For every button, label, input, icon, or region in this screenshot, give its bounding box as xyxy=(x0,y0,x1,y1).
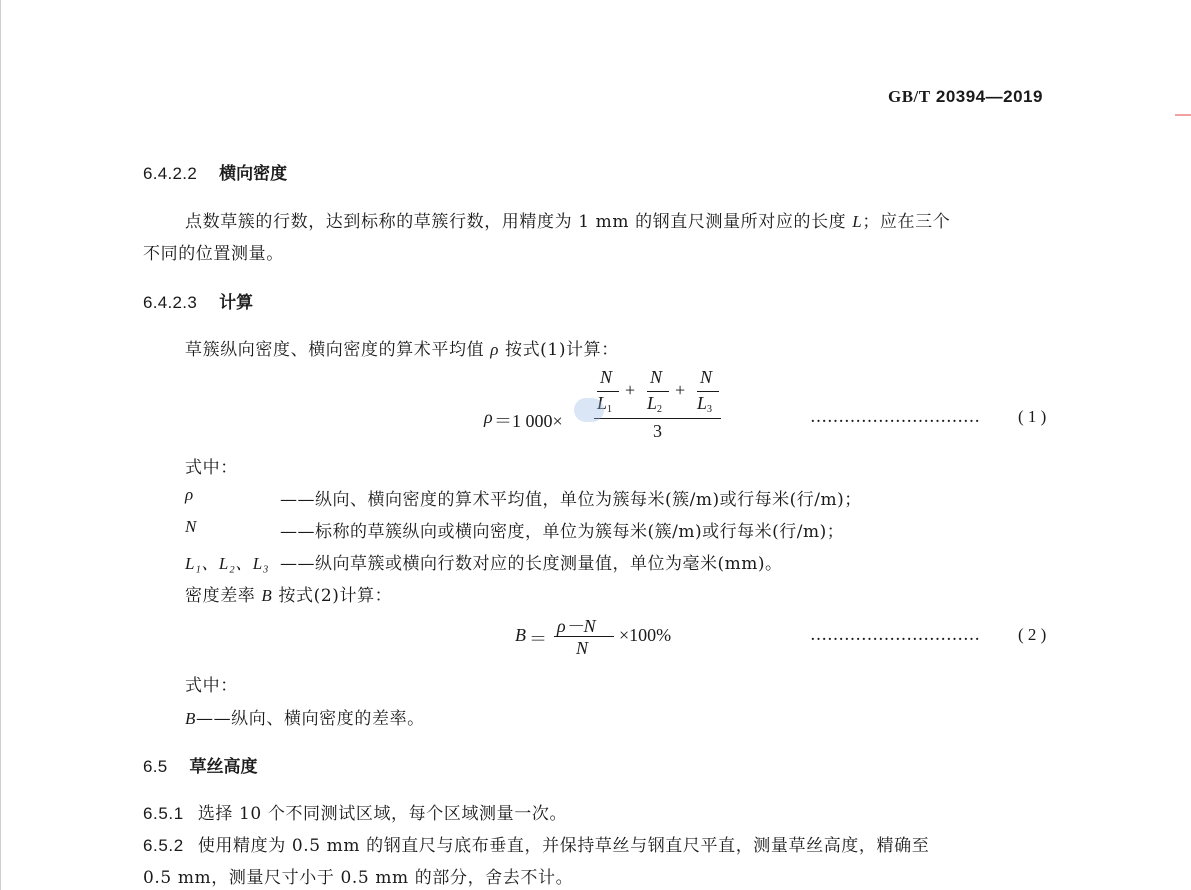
leader-dots: ………………………… xyxy=(810,625,980,645)
numerator: ρ－N xyxy=(557,616,596,636)
heading-6-4-2-2 xyxy=(143,159,287,184)
section-title: 草丝高度 xyxy=(189,757,258,776)
section-number: 6.5 xyxy=(143,757,168,776)
denominator-3: 3 xyxy=(653,421,662,441)
def-line xyxy=(185,704,425,729)
formula-coeff: ＝1 000× xyxy=(494,411,563,431)
def-description: ——标称的草簇纵向或横向密度，单位为簇每米(簇/m)或行每米(行/m)； xyxy=(280,522,845,542)
numerator-N: N xyxy=(600,367,613,387)
page-marker xyxy=(1175,114,1191,116)
clause-text: 选择 10 个不同测试区域，每个区域测量一次。 xyxy=(197,804,568,824)
denominator-L2: $L_2$ xyxy=(647,393,663,415)
plus-sign: + xyxy=(675,380,686,400)
fraction-bar xyxy=(554,636,614,637)
where-label: 式中： xyxy=(185,458,238,478)
paragraph-line: 不同的位置测量。 xyxy=(143,244,284,264)
paragraph-line: 0.5 mm，测量尺寸小于 0.5 mm 的部分，舍去不计。 xyxy=(143,868,574,888)
formula-lhs: B xyxy=(515,625,526,645)
clause-number: 6.5.2 xyxy=(143,836,184,855)
where-label: 式中： xyxy=(185,676,238,696)
text-run: 按式(1)计算： xyxy=(498,340,619,360)
text-run: 草簇纵向密度、横向密度的算术平均值 xyxy=(185,340,491,360)
doc-id-prefix: GB/T xyxy=(888,87,931,106)
variable-rho: ρ xyxy=(490,340,499,359)
denominator-L3: $L_3$ xyxy=(697,393,713,415)
def-symbol: N xyxy=(185,517,197,536)
section-number: 6.4.2.3 xyxy=(143,293,198,312)
numerator-N: N xyxy=(700,367,713,387)
def-description: ——纵向草簇或横向行数对应的长度测量值，单位为毫米(mm)。 xyxy=(280,554,783,574)
numerator-N: N xyxy=(650,367,663,387)
fraction-bar xyxy=(647,391,669,392)
text-run: 密度差率 xyxy=(185,586,262,606)
def-description: ——纵向、横向密度的算术平均值，单位为簇每米(簇/m)或行每米(行/m)； xyxy=(280,490,862,510)
text-run: 按式(2)计算： xyxy=(272,586,393,606)
def-symbol: ρ xyxy=(185,485,194,504)
text-run: ；应在三个 xyxy=(862,212,951,232)
paragraph-line xyxy=(185,581,392,606)
section-title: 横向密度 xyxy=(219,164,288,183)
equals-sign: ＝ xyxy=(529,629,547,649)
document-id xyxy=(888,87,1043,107)
clause-6-5-2 xyxy=(143,831,929,856)
doc-id-number: 20394—2019 xyxy=(935,87,1043,106)
main-fraction-bar xyxy=(594,418,721,419)
section-number: 6.4.2.2 xyxy=(143,164,198,183)
text-run: 点数草簇的行数，达到标称的草簇行数，用精度为 1 mm 的钢直尺测量所对应的长度 xyxy=(185,212,853,232)
denominator-L1: $L_1$ xyxy=(597,393,613,415)
paragraph-line xyxy=(185,335,619,360)
variable-B: B xyxy=(261,586,273,605)
def-symbol: L₁、L₂、L₃ xyxy=(185,554,270,573)
variable-L: L xyxy=(852,212,863,231)
def-description: ——纵向、横向密度的差率。 xyxy=(195,709,425,729)
clause-number: 6.5.1 xyxy=(143,804,184,823)
heading-6-5 xyxy=(143,752,258,777)
plus-sign: + xyxy=(625,380,636,400)
clause-text: 使用精度为 0.5 mm 的钢直尺与底布垂直，并保持草丝与钢直尺平直，测量草丝高度，精确至 xyxy=(197,836,930,856)
page-left-edge xyxy=(0,0,1,890)
watermark-badge xyxy=(574,398,604,422)
clause-6-5-1 xyxy=(143,799,567,824)
formula-lhs: ρ xyxy=(484,407,493,427)
times-100-percent: ×100% xyxy=(619,625,672,645)
fraction-bar xyxy=(597,391,619,392)
leader-dots: ………………………… xyxy=(810,407,980,427)
fraction-bar xyxy=(697,391,719,392)
denominator-N: N xyxy=(576,638,589,658)
paragraph-line xyxy=(185,207,950,232)
equation-number: ( 1 ) xyxy=(1018,407,1047,426)
section-title: 计算 xyxy=(219,293,254,312)
def-symbol: B xyxy=(185,709,196,728)
heading-6-4-2-3 xyxy=(143,288,253,313)
equation-number: ( 2 ) xyxy=(1018,625,1047,644)
